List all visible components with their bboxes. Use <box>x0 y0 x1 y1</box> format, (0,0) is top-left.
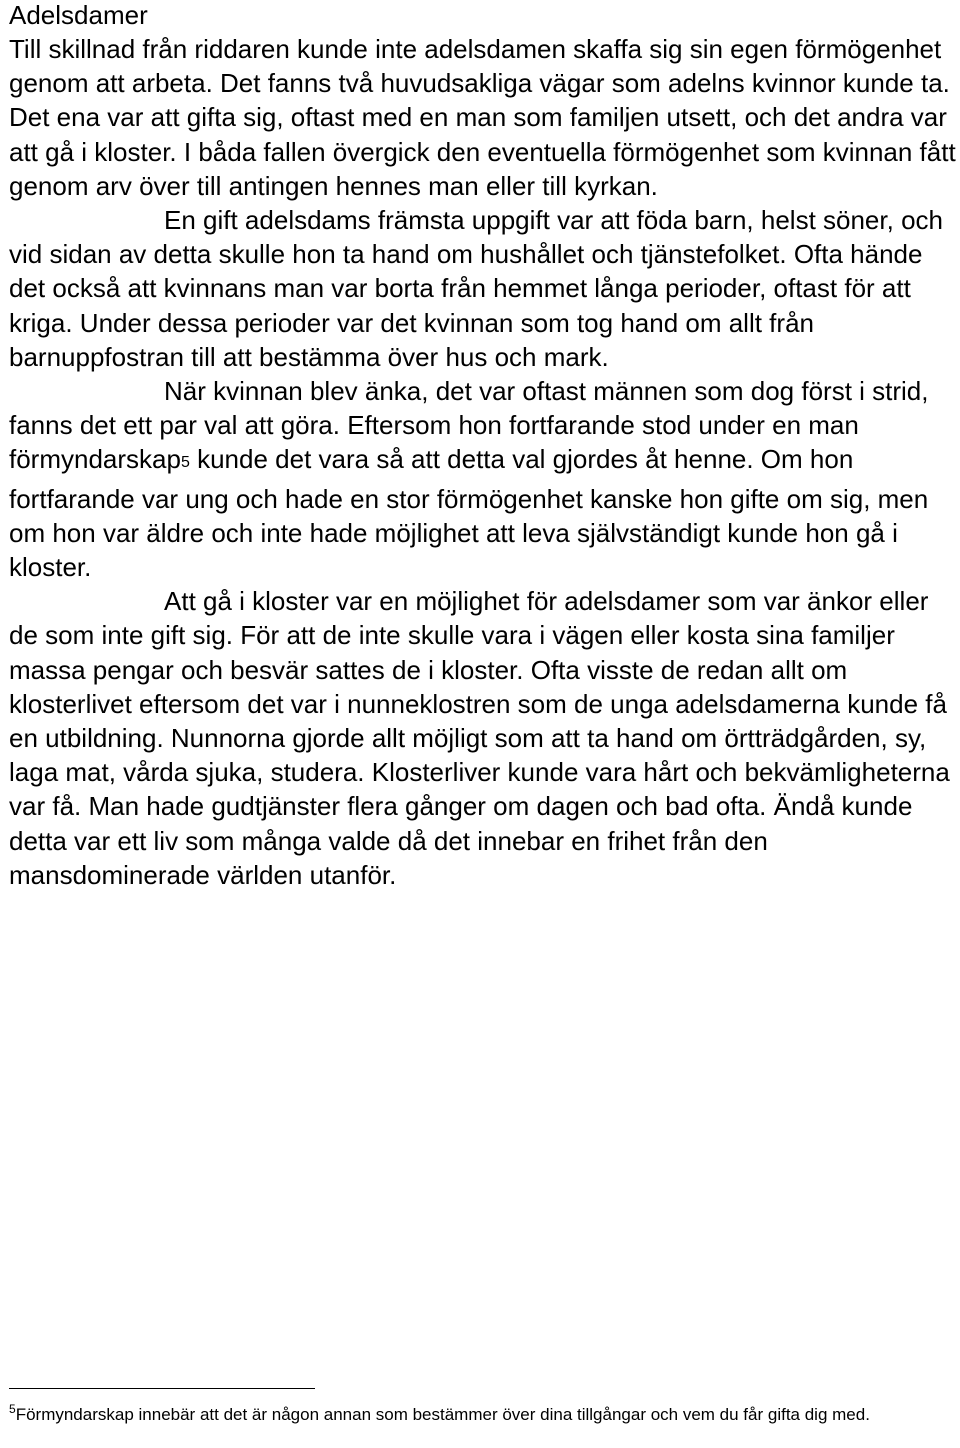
paragraph-4: Att gå i kloster var en möjlighet för adelsdamer som var änkor eller de som inte gift sig. För att de inte skulle vara i vägen eller kosta sina familjer massa pengar och besvär sattes de i kloster. Ofta visste de redan allt om klosterlivet eftersom det var i nunneklostren som de unga adelsdamerna kunde få en utbildning. Nunnorna gjorde allt möjligt som att ta hand om örtträdgården, sy, laga mat, vårda sjuka, studera. Klosterliver kunde vara hårt och bekvämligheterna var få. Man hade gudtjänster flera gånger om dagen och bad ofta. Ändå kunde detta var ett liv som många valde då det innebar en frihet från den mansdominerade världen utanför. <box>9 586 950 890</box>
paragraph-3-text-before-ref: När kvinnan blev änka, det var oftast männen som dog först i strid, fanns det ett par val att göra. Eftersom hon fortfarande stod under en man förmyndarskap <box>9 376 929 475</box>
document-body <box>9 0 957 892</box>
paragraph-3-text-after-ref: kunde det vara så att detta val gjordes åt henne. Om hon fortfarande var ung och hade en stor förmögenhet kanske hon gifte om sig, men om hon var äldre och inte hade möjlighet att leva självständigt kunde hon gå i kloster. <box>9 444 929 583</box>
footnote-number: 5 <box>9 1402 16 1416</box>
footnote-text: Förmyndarskap innebär att det är någon annan som bestämmer över dina tillgångar och vem du får gifta dig med. <box>15 1405 870 1424</box>
footnote-separator <box>9 1388 315 1389</box>
footnote <box>9 1404 949 1427</box>
paragraph-3 <box>9 374 957 584</box>
footnote-reference: 5 <box>180 454 190 472</box>
page-title: Adelsdamer <box>9 0 148 30</box>
paragraph-2: En gift adelsdams främsta uppgift var att föda barn, helst söner, och vid sidan av detta skulle hon ta hand om hushållet och tjänstefolket. Ofta hände det också att kvinnans man var borta från hemmet långa perioder, oftast för att kriga. Under dessa perioder var det kvinnan som tog hand om allt från barnuppfostran till att bestämma över hus och mark. <box>9 205 943 372</box>
paragraph-1: Till skillnad från riddaren kunde inte adelsdamen skaffa sig sin egen förmögenhet genom att arbeta. Det fanns två huvudsakliga vägar som adelns kvinnor kunde ta. Det ena var att gifta sig, oftast med en man som familjen utsett, och det andra var att gå i kloster. I båda fallen övergick den eventuella förmögenhet som kvinnan fått genom arv över till antingen hennes man eller till kyrkan. <box>9 34 956 201</box>
